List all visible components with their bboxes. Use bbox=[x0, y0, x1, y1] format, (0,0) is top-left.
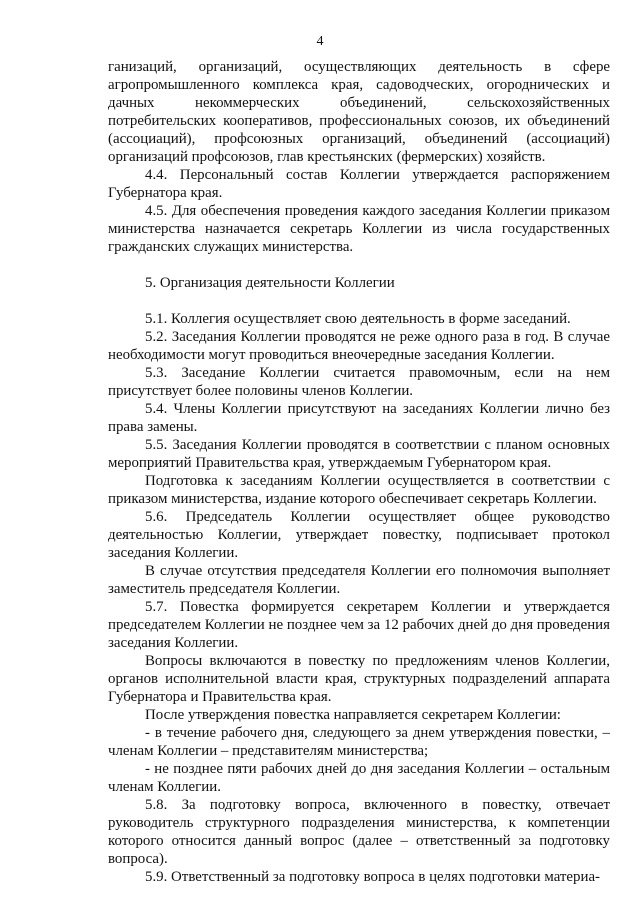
document-body bbox=[108, 58, 610, 886]
paragraph-5-4: 5.4. Члены Коллегии присутствуют на заседаниях Коллегии лично без права замены. bbox=[108, 401, 610, 435]
paragraph-5-6: 5.6. Председатель Коллегии осуществляет общее руководство деятельностью Коллегии, утверждает повестку, подписывает протокол заседания Коллегии. bbox=[108, 509, 610, 561]
section-heading-5: 5. Организация деятельности Коллегии bbox=[145, 275, 395, 291]
paragraph-5-7: 5.7. Повестка формируется секретарем Коллегии и утверждается председателем Коллегии не позднее чем за 12 рабочих дней до дня проведения заседания Коллегии. bbox=[108, 599, 610, 651]
paragraph-4-5: 4.5. Для обеспечения проведения каждого заседания Коллегии приказом министерства назначается секретарь Коллегии из числа государственных гражданских служащих министерства. bbox=[108, 203, 610, 255]
paragraph-continuation: ганизаций, организаций, осуществляющих деятельность в сфере агропромышленного комплекса края, садоводческих, огороднических и дачных некоммерческих объединений, сельскохозяйственных потребительских кооперативов, профессиональных союзов, их объединений (ассоциаций), профсоюзных организаций, объединений (ассоциаций) организаций профсоюзов, глав крестьянских (фермерских) хозяйств. bbox=[108, 59, 610, 165]
paragraph-5-1: 5.1. Коллегия осуществляет свою деятельность в форме заседаний. bbox=[145, 311, 571, 327]
page-number: 4 bbox=[316, 34, 324, 49]
paragraph-5-9: 5.9. Ответственный за подготовку вопроса в целях подготовки материа- bbox=[145, 869, 601, 885]
list-item-other-members: - не позднее пяти рабочих дней до дня заседания Коллегии – остальным членам Коллегии. bbox=[108, 761, 610, 795]
paragraph-5-7-questions: Вопросы включаются в повестку по предложениям членов Коллегии, органов исполнительной власти края, структурных подразделений аппарата Губернатора и Правительства края. bbox=[108, 653, 610, 705]
paragraph-5-6-absence: В случае отсутствия председателя Коллегии его полномочия выполняет заместитель председателя Коллегии. bbox=[108, 563, 610, 597]
paragraph-5-5-preparation: Подготовка к заседаниям Коллегии осуществляется в соответствии с приказом министерства, издание которого обеспечивает секретарь Коллегии. bbox=[108, 473, 610, 507]
paragraph-5-2: 5.2. Заседания Коллегии проводятся не реже одного раза в год. В случае необходимости могут проводиться внеочередные заседания Коллегии. bbox=[108, 329, 610, 363]
paragraph-5-5: 5.5. Заседания Коллегии проводятся в соответствии с планом основных мероприятий Правительства края, утверждаемым Губернатором края. bbox=[108, 437, 610, 471]
list-item-ministry-members: - в течение рабочего дня, следующего за днем утверждения повестки, – членам Коллегии – представителям министерства; bbox=[108, 725, 610, 759]
paragraph-5-7-after-approval: После утверждения повестка направляется секретарем Коллегии: bbox=[145, 707, 561, 723]
paragraph-5-3: 5.3. Заседание Коллегии считается правомочным, если на нем присутствует более половины членов Коллегии. bbox=[108, 365, 610, 399]
paragraph-4-4: 4.4. Персональный состав Коллегии утверждается распоряжением Губернатора края. bbox=[108, 167, 610, 201]
paragraph-5-8: 5.8. За подготовку вопроса, включенного в повестку, отвечает руководитель структурного подразделения министерства, к компетенции которого относится данный вопрос (далее – ответственный за подготовку вопроса). bbox=[108, 797, 610, 867]
